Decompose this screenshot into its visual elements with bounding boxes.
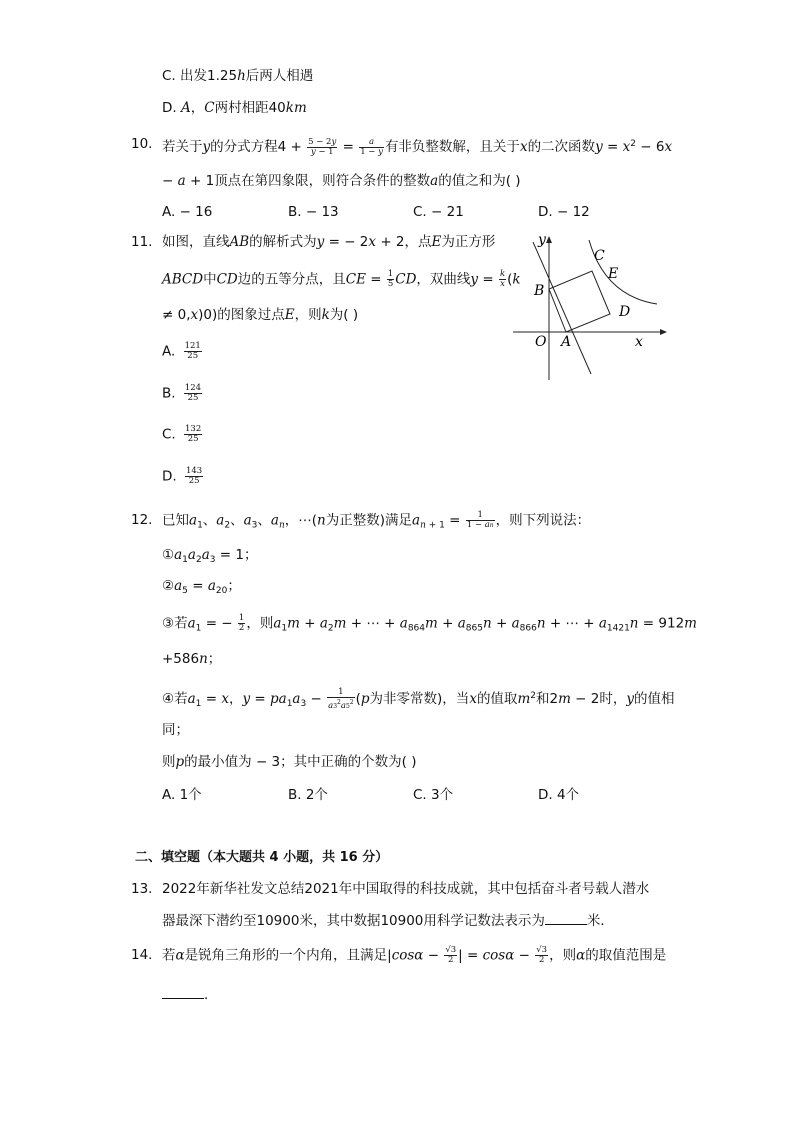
q12-option-d: D. 4个 <box>538 787 580 803</box>
q12-statement-1: $①a_1a_2a_3 = 1$； <box>162 547 258 565</box>
q11-stem-line2: ABCD中CD边的五等分点，且CE = $\frac{1}{5}$ CD，双曲线y = $\frac{k}{x}$ (k <box>162 269 521 289</box>
fig-label-d: D <box>619 304 631 320</box>
q13-stem-line2: 器最深下潜约至10900米，其中数据10900用科学记数法表示为 米． <box>162 913 614 929</box>
line-ab <box>533 242 591 374</box>
q10-option-b: B. − 13 <box>288 204 339 220</box>
q14-number: 14. <box>131 947 153 963</box>
fig-label-a: A <box>561 334 572 350</box>
q10-number: 10. <box>131 136 153 152</box>
q10-stem-line2: − a + 1顶点在第四象限，则符合条件的整数a的值之和为( ) <box>162 173 521 189</box>
q12-stem: 已知$a_1$、$a_2$、$a_3$、$a_n$，⋯(n为正整数)满足$a_{n + 1}$ = $\frac{1}{1 - an}$ ，则下列说法： <box>162 510 591 531</box>
q11-figure <box>505 228 675 388</box>
q13-number: 13. <box>131 881 153 897</box>
q13-answer-blank[interactable] <box>545 912 587 925</box>
q12-statement-2: $②a_5 = a_{20}$； <box>162 578 241 596</box>
q12-option-b: B. 2个 <box>288 787 328 803</box>
q12-statement-3-cont: +586n； <box>162 651 222 667</box>
fig-label-e: E <box>608 266 619 282</box>
q11-option-a: A. $\frac{121}{25}$ <box>162 341 201 361</box>
q11-option-c: C. $\frac{132}{25}$ <box>162 424 202 444</box>
q12-statement-4: ④若$a_1 = x$，$y = pa_1a_3$ − $\frac{1}{a3^2a5^2}$ (p为非零常数)，当x的值取$m^2$和2m − 2时，y的值相 <box>162 686 675 711</box>
q10-option-c: C. − 21 <box>413 204 464 220</box>
section-heading-fill-in: 二、填空题（本大题共 4 小题，共 16 分） <box>135 850 389 865</box>
q11-option-b: B. $\frac{124}{25}$ <box>162 383 202 403</box>
q11-stem-line3: ≠ 0,x)0)的图象过点E，则k为( ) <box>162 307 359 323</box>
q13-stem-line1: 2022年新华社发文总结2021年中国取得的科技成就，其中包括奋斗者号载人潜水 <box>162 881 650 897</box>
q14-stem-line2: ． <box>162 986 218 1004</box>
q12-statement-4-cont: 同； <box>162 722 189 738</box>
q11-stem-line1: 如图，直线AB的解析式为y = − 2x + 2，点E为正方形 <box>162 234 496 250</box>
q11-option-d: D. $\frac{143}{25}$ <box>162 466 203 486</box>
q10-option-a: A. − 16 <box>162 204 213 220</box>
fig-label-o: O <box>535 334 547 350</box>
q10-stem-line1: 若关于y的分式方程4 + $\frac{5 - 2y}{y - 1}$ = $\frac{a}{1 - y}$ 有非负整数解，且关于x的二次函数$y = x^2 - 6x$ <box>162 136 673 157</box>
q14-answer-blank[interactable] <box>162 986 204 999</box>
x-axis-arrow-icon <box>660 329 667 335</box>
q9-option-d: D. A，C两村相距40km <box>162 100 307 116</box>
q12-option-a: A. 1个 <box>162 787 202 803</box>
fig-label-y: y <box>538 232 546 248</box>
q12-statement-3: ③若$a_1$ = − $\frac{1}{2}$ ，则$a_1m + a_2m$ + ⋯ + $a_{864}m + a_{865}n + a_{866}n$ + ⋯ + $a_{1421}n = 912m$ <box>162 613 697 634</box>
q9-option-c: C. 出发1.25h后两人相遇 <box>162 68 314 84</box>
y-axis-arrow-icon <box>546 236 552 243</box>
fig-label-x: x <box>635 334 643 350</box>
q11-number: 11. <box>131 234 153 250</box>
q12-statement-5: 则p的最小值为 − 3；其中正确的个数为( ) <box>162 754 417 770</box>
fig-label-b: B <box>534 283 545 299</box>
q10-option-d: D. − 12 <box>538 204 590 220</box>
q12-number: 12. <box>131 512 153 528</box>
q12-option-c: C. 3个 <box>413 787 454 803</box>
square-abcd <box>549 271 610 332</box>
fig-label-c: C <box>594 248 605 264</box>
q14-stem-line1: 若α是锐角三角形的一个内角，且满足|cosα − $\frac{√3}{2}$ | = cosα − $\frac{√3}{2}$ ，则α的取值范围是 <box>162 945 667 965</box>
